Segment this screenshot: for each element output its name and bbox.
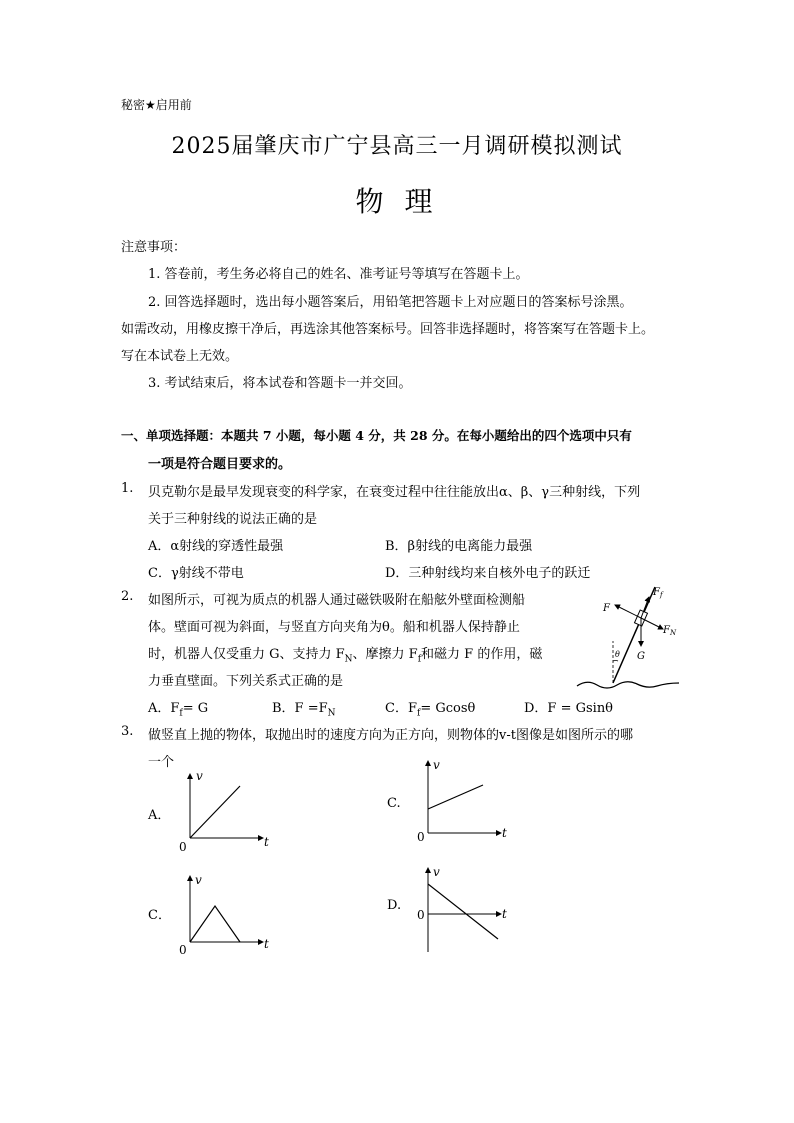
graph-b-line [428, 785, 483, 809]
label-ff: $F_f$ [653, 587, 663, 599]
graph-a-v-label: v [196, 769, 203, 783]
graph-c-origin: 0 [179, 943, 187, 957]
graph-a-origin: 0 [179, 840, 187, 854]
graph-b-t-label: t [502, 826, 507, 840]
normal-force-arrow [641, 618, 663, 629]
water-surface [577, 682, 679, 688]
q2-option-c[interactable]: C．$F_f= Gcos\theta$ [385, 701, 476, 719]
wall-line [613, 587, 655, 683]
section-1-intro-cont: 一项是符合题目要求的。 [148, 457, 292, 472]
q1-option-d[interactable]: D．三种射线均来自核外电子的跃迁 [385, 566, 591, 581]
magnetic-force-arrow [615, 605, 641, 618]
secret-label: 秘密★启用前 [121, 98, 192, 112]
q2-stem-line-4: 力垂直壁面。下列关系式正确的是 [148, 674, 344, 689]
graph-b-origin: 0 [417, 830, 425, 844]
q1-option-c[interactable]: C．γ射线不带电 [148, 566, 244, 581]
graph-d-v-label: v [433, 865, 440, 879]
q3-stem-line-2: 一个 [148, 755, 175, 770]
q3-option-c-label[interactable]: C． [148, 908, 171, 923]
q1-number: 1. [121, 481, 134, 496]
q2-stem-line-3: 时，机器人仅受重力 G、支持力 $F_N$、摩擦力 $F_f$和磁力 F 的作用，磁 [148, 647, 543, 665]
q1-option-b[interactable]: B．β射线的电离能力最强 [385, 539, 533, 554]
label-f: F [603, 603, 610, 614]
q3-graph-d[interactable] [413, 864, 523, 954]
label-theta: θ [615, 650, 620, 659]
notice-line-3: 3. 考试结束后，将本试卷和答题卡一并交回。 [148, 376, 412, 391]
q3-graph-c[interactable] [175, 870, 285, 960]
notice-heading: 注意事项： [121, 240, 187, 255]
angle-arc [613, 661, 618, 662]
q3-stem-line-1: 做竖直上抛的物体，取抛出时的速度方向为正方向，则物体的v-t图像是如图所示的哪 [148, 728, 633, 743]
subject-title: 物 理 [355, 185, 439, 218]
q3-option-d-label[interactable]: D. [387, 898, 402, 913]
graph-d-origin: 0 [417, 908, 425, 922]
graph-c-v-label: v [195, 873, 202, 887]
q3-number: 3. [121, 724, 134, 739]
q3-graph-a[interactable] [175, 768, 285, 858]
graph-d-line [428, 884, 498, 939]
label-g: G [637, 651, 645, 662]
q1-stem-line-2: 关于三种射线的说法正确的是 [148, 512, 318, 527]
q2-option-a[interactable]: A．$F_f= G$ [148, 701, 209, 719]
exam-title: 2025届肇庆市广宁县高三一月调研模拟测试 [171, 134, 623, 159]
graph-d-t-label: t [502, 907, 507, 921]
graph-c-triangle [190, 906, 240, 942]
q2-force-diagram [575, 583, 685, 693]
q3-option-b-label[interactable]: C. [387, 796, 401, 811]
section-1-intro: 一、单项选择题：本题共 7 小题，每小题 4 分，共 28 分。在每小题给出的四个选项中只有 [121, 428, 632, 443]
notice-line-2a: 2. 回答选择题时，选出每小题答案后，用铅笔把答题卡上对应题日的答案标号涂黑。 [148, 295, 633, 310]
graph-c-t-label: t [264, 937, 269, 951]
graph-a-line [190, 786, 240, 838]
q1-option-a[interactable]: A．α射线的穿透性最强 [148, 539, 284, 554]
q2-option-b[interactable]: B．$F =F_N$ [272, 701, 336, 719]
graph-b-v-label: v [433, 758, 440, 772]
q2-option-d[interactable]: D．F = Gsinθ [524, 701, 614, 716]
q3-option-a-label[interactable]: A． [148, 808, 171, 823]
label-fn: $F_N$ [663, 625, 677, 637]
q2-stem-line-1: 如图所示，可视为质点的机器人通过磁铁吸附在船舷外壁面检测船 [148, 593, 526, 608]
notice-line-2b: 如需改动，用橡皮擦干净后，再选涂其他答案标号。回答非选择题时，将答案写在答题卡上。 [121, 322, 655, 337]
notice-line-2c: 写在本试卷上无效。 [121, 349, 239, 364]
q2-number: 2. [121, 589, 134, 604]
q1-stem-line-1: 贝克勒尔是最早发现衰变的科学家，在衰变过程中往往能放出α、β、γ三种射线，下列 [148, 485, 641, 500]
graph-a-t-label: t [264, 835, 269, 849]
q3-graph-b[interactable] [413, 757, 523, 847]
q2-stem-line-2: 体。壁面可视为斜面，与竖直方向夹角为θ。船和机器人保持静止 [148, 620, 520, 635]
notice-line-1: 1. 答卷前，考生务必将自己的姓名、准考证号等填写在答题卡上。 [148, 267, 529, 282]
